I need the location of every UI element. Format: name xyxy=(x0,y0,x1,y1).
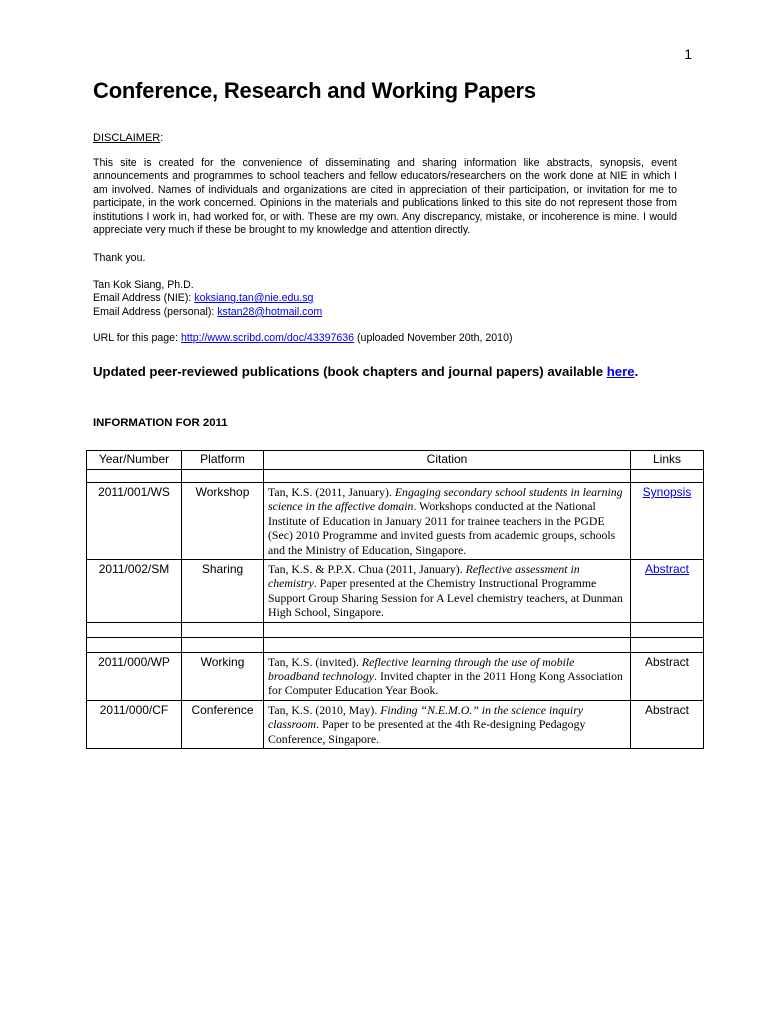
table-spacer-row xyxy=(87,470,704,483)
citation-text: Tan, K.S. (2011, January). xyxy=(268,485,395,499)
table-header-row xyxy=(87,451,704,470)
citation-title: Engaging secondary school students in learning science in the affective domain xyxy=(268,485,623,514)
citation-title: Reflective assessment in chemistry xyxy=(268,562,580,591)
publications-table xyxy=(86,450,704,749)
row-link-label: Abstract xyxy=(631,652,704,700)
header-year: Year/Number xyxy=(87,451,182,470)
email-nie-link[interactable]: koksiang.tan@nie.edu.sg xyxy=(194,292,314,305)
updated-text: Updated peer-reviewed publications (book chapters and journal papers) available xyxy=(93,364,607,379)
citation-title: Reflective learning through the use of mobile broadband technology xyxy=(268,654,575,684)
row-year: 2011/001/WS xyxy=(87,483,182,560)
citation-title: Finding “N.E.M.O.” in the science inquiry classroom xyxy=(268,702,584,732)
header-links: Links xyxy=(631,451,704,470)
row-platform: Workshop xyxy=(182,483,264,560)
table-row xyxy=(87,560,704,623)
citation-text: . Workshops conducted at the National Institute of Education in January 2011 for trainee teachers in the PGDE (Sec) 2010 Programme and invited guests from academic groups, schools and the Ministry of Education, Singapore. xyxy=(268,499,616,557)
row-citation xyxy=(264,560,631,623)
page-url-link[interactable]: http://www.scribd.com/doc/43397636 xyxy=(180,332,355,344)
row-platform: Working xyxy=(182,652,264,700)
updated-publications-line xyxy=(93,364,638,379)
row-link-label: Abstract xyxy=(631,700,704,748)
email-personal-label: Email Address (personal): xyxy=(93,305,218,318)
row-link-cell xyxy=(631,483,704,560)
email-personal-link[interactable]: kstan28@hotmail.com xyxy=(217,305,323,318)
header-citation: Citation xyxy=(264,451,631,470)
row-citation xyxy=(264,700,631,748)
disclaimer-label: DISCLAIMER xyxy=(93,132,161,144)
thank-you: Thank you. xyxy=(93,252,146,264)
citation-text: Tan, K.S. (invited). xyxy=(268,654,362,669)
email-nie-label: Email Address (NIE): xyxy=(93,292,195,305)
author-name: Tan Kok Siang, Ph.D. xyxy=(93,279,194,291)
row-year: 2011/000/WP xyxy=(87,652,182,700)
page-title: Conference, Research and Working Papers xyxy=(93,78,536,103)
row-citation xyxy=(264,652,631,700)
row-citation xyxy=(264,483,631,560)
url-label: URL for this page: xyxy=(93,332,181,344)
here-link[interactable]: here xyxy=(606,364,635,379)
synopsis-link[interactable]: Synopsis xyxy=(642,485,692,499)
row-platform: Conference xyxy=(182,700,264,748)
citation-text: Tan, K.S. & P.P.X. Chua (2011, January). xyxy=(268,562,466,577)
citation-text: . Paper to be presented at the 4th Re-designing Pedagogy Conference, Singapore. xyxy=(268,717,586,746)
citation-text: . Invited chapter in the 2011 Hong Kong Association for Computer Education Year Book. xyxy=(268,669,623,698)
page-number: 1 xyxy=(684,46,692,62)
row-year: 2011/002/SM xyxy=(87,560,182,623)
info-heading: INFORMATION FOR 2011 xyxy=(93,417,228,429)
row-platform: Sharing xyxy=(182,560,264,623)
table-empty-row xyxy=(87,637,704,652)
email-nie-line xyxy=(93,292,322,305)
row-year: 2011/000/CF xyxy=(87,700,182,748)
table-empty-row xyxy=(87,622,704,637)
row-link-cell xyxy=(631,560,704,623)
citation-text: . Paper presented at the Chemistry Instructional Programme Support Group Sharing Session for A Level chemistry teachers, at Dunman High School, Singapore. xyxy=(268,576,623,620)
url-line xyxy=(93,332,513,344)
table-row xyxy=(87,483,704,560)
updated-end: . xyxy=(634,364,639,379)
table-row xyxy=(87,700,704,748)
table-row xyxy=(87,652,704,700)
header-platform: Platform xyxy=(182,451,264,470)
abstract-link[interactable]: Abstract xyxy=(644,562,689,577)
signature-block xyxy=(93,279,322,319)
disclaimer-heading: DISCLAIMER: xyxy=(93,132,164,144)
url-note: (uploaded November 20th, 2010) xyxy=(354,332,513,344)
disclaimer-text: This site is created for the convenience of disseminating and sharing information like abstracts, synopsis, event announcements and programmes to school teachers and fellow educators/researchers on the work done at NIE in which I am involved. Names of individuals and organizations are cited in appreciation of their participation, or invitation for me to participate, in the work concerned. Opinions in the materials and publications linked to this site do not represent those from institutions I work in, had worked for, or with. These are my own. Any discrepancy, mistake, or incoherence is mine. I would appreciate very much if these be brought to my knowledge and attention directly. xyxy=(93,157,677,237)
citation-text: Tan, K.S. (2010, May). xyxy=(268,702,381,717)
email-personal-line xyxy=(93,306,322,319)
